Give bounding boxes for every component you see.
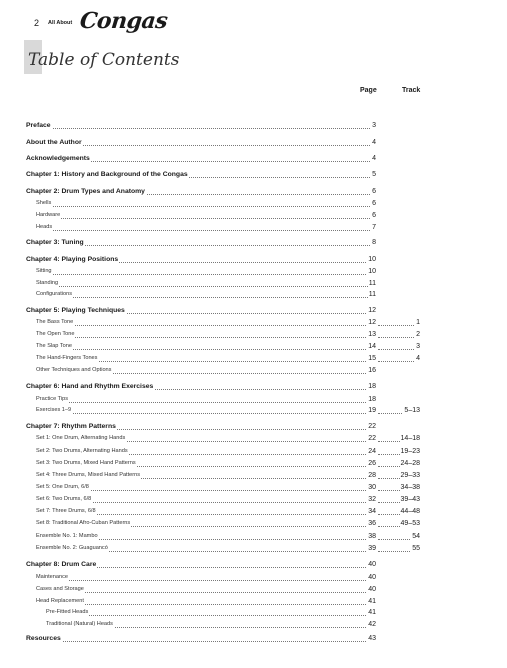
toc-entry-label: Set 3: Two Drums, Mixed Hand Patterns (36, 460, 136, 466)
toc-entry-page: 40 (368, 561, 376, 568)
toc-entry-label: Resources (26, 635, 61, 642)
toc-entry-label: Configurations (36, 291, 73, 297)
page-leader-area (0, 470, 376, 480)
page-leader-area (0, 596, 376, 606)
page-leader-area (0, 237, 376, 247)
toc-entry-label: Preface (26, 122, 51, 129)
toc-entry[interactable] (0, 266, 420, 276)
dot-leader (36, 604, 370, 605)
toc-entry-label: Chapter 1: History and Background of the Congas (26, 171, 188, 178)
dot-leader (36, 337, 370, 338)
toc-entry-page: 34 (368, 508, 376, 515)
page-leader-area (0, 353, 376, 363)
track-dot-leader (378, 349, 416, 350)
toc-entry[interactable] (0, 596, 420, 606)
page-leader-area (0, 278, 376, 288)
toc-entry-label: Set 4: Three Drums, Mixed Hand Patterns (36, 472, 141, 478)
toc-entry-label: Chapter 8: Drum Care (26, 561, 97, 568)
toc-entry[interactable] (0, 446, 420, 456)
dot-leader (36, 413, 370, 414)
toc-entry[interactable] (0, 433, 420, 443)
toc-entry-label: Standing (36, 280, 59, 286)
track-leader-area (376, 470, 420, 480)
dot-leader (46, 615, 370, 616)
toc-entry-label: Maintenance (36, 574, 69, 580)
toc-entry-page: 38 (368, 533, 376, 540)
toc-entry[interactable] (0, 137, 420, 147)
track-leader-area (376, 494, 420, 504)
toc-entry-page: 10 (368, 268, 376, 275)
track-leader-area (376, 433, 420, 443)
toc-entry-label: Set 2: Two Drums, Alternating Hands (36, 448, 128, 454)
track-leader-area (376, 405, 420, 415)
toc-entry[interactable] (0, 531, 420, 541)
track-leader-area (376, 506, 420, 516)
toc-entry-page: 16 (368, 367, 376, 374)
toc-entry-track: 55 (412, 545, 420, 552)
page-leader-area (0, 137, 376, 147)
toc-entry-track: 24–28 (400, 460, 420, 467)
page-leader-area (0, 572, 376, 582)
toc-entry-label: Traditional (Natural) Heads (46, 621, 113, 627)
page-leader-area (0, 222, 376, 232)
toc-entry-page: 28 (368, 472, 376, 479)
page-leader-area (0, 317, 376, 327)
toc-entry[interactable] (0, 584, 420, 594)
toc-entry-label: Set 7: Three Drums, 6/8 (36, 508, 96, 514)
dot-leader (36, 592, 370, 593)
dot-leader (36, 218, 370, 219)
toc-entry[interactable] (0, 394, 420, 404)
toc-entry[interactable] (0, 169, 420, 179)
dot-leader (36, 402, 370, 403)
toc-entry-label: Sitting (36, 268, 52, 274)
toc-entry[interactable] (0, 353, 420, 363)
toc-entry-label: Chapter 7: Rhythm Patterns (26, 423, 116, 430)
track-dot-leader (378, 361, 416, 362)
page-leader-area (0, 365, 376, 375)
toc-entry[interactable] (0, 237, 420, 247)
page-leader-area (0, 633, 376, 643)
toc-entry-label: Chapter 5: Playing Techniques (26, 307, 125, 314)
track-column-header: Track (402, 87, 421, 94)
track-leader-area (376, 518, 420, 528)
toc-entry-page: 43 (368, 635, 376, 642)
dot-leader (36, 297, 370, 298)
toc-entry-label: Acknowledgements (26, 155, 90, 162)
track-leader-area (376, 317, 420, 327)
dot-leader (36, 230, 370, 231)
toc-entry-label: Chapter 2: Drum Types and Anatomy (26, 188, 145, 195)
toc-entry-page: 18 (368, 396, 376, 403)
toc-entry[interactable] (0, 482, 420, 492)
toc-entry-page: 22 (368, 435, 376, 442)
toc-entry[interactable] (0, 421, 420, 431)
dot-leader (36, 349, 370, 350)
toc-entry[interactable] (0, 153, 420, 163)
page-leader-area (0, 341, 376, 351)
page-column-header: Page (360, 87, 377, 94)
page-leader-area (0, 482, 376, 492)
page-leader-area (0, 494, 376, 504)
toc-entry[interactable] (0, 120, 420, 130)
toc-entry[interactable] (0, 518, 420, 528)
toc-entry-page: 11 (368, 280, 376, 287)
page-leader-area (0, 506, 376, 516)
toc-entry[interactable] (0, 210, 420, 220)
toc-entry-label: Set 5: One Drum, 6/8 (36, 484, 89, 490)
toc-entry-label: Pre-Fitted Heads (46, 609, 89, 615)
toc-entry[interactable] (0, 405, 420, 415)
page-title: Table of Contents (28, 50, 180, 70)
toc-entry-label: Set 8: Traditional Afro-Cuban Patterns (36, 520, 131, 526)
toc-entry[interactable] (0, 365, 420, 375)
toc-entry[interactable] (0, 470, 420, 480)
page-leader-area (0, 405, 376, 415)
toc-entry-label: The Bass Tone (36, 319, 74, 325)
toc-entry[interactable] (0, 572, 420, 582)
page-leader-area (0, 619, 376, 629)
toc-entry-page: 4 (372, 139, 376, 146)
toc-entry-page: 6 (372, 212, 376, 219)
page-leader-area (0, 198, 376, 208)
toc-entry-page: 40 (368, 574, 376, 581)
toc-entry-label: Set 1: One Drum, Alternating Hands (36, 435, 126, 441)
page-leader-area (0, 531, 376, 541)
track-leader-area (376, 353, 420, 363)
toc-entry-page: 7 (372, 224, 376, 231)
toc-entry[interactable] (0, 458, 420, 468)
track-leader-area (376, 329, 420, 339)
toc-entry-page: 14 (368, 343, 376, 350)
toc-entry-label: Chapter 4: Playing Positions (26, 256, 119, 263)
page-leader-area (0, 254, 376, 264)
toc-entry-label: Head Replacement (36, 598, 84, 604)
page-leader-area (0, 446, 376, 456)
track-leader-area (376, 341, 420, 351)
toc-entry-page: 6 (372, 200, 376, 207)
toc-entry-page: 4 (372, 155, 376, 162)
toc-entry[interactable] (0, 633, 420, 643)
track-leader-area (376, 531, 420, 541)
page-leader-area (0, 543, 376, 553)
toc-entry[interactable] (0, 186, 420, 196)
page-leader-area (0, 458, 376, 468)
dot-leader (26, 641, 370, 642)
toc-entry[interactable] (0, 222, 420, 232)
track-dot-leader (378, 337, 416, 338)
page-leader-area (0, 584, 376, 594)
toc-entry-label: The Open Tone (36, 331, 75, 337)
toc-entry-track: 29–33 (400, 472, 420, 479)
toc-entry-track: 5–13 (404, 407, 420, 414)
toc-entry-label: Other Techniques and Options (36, 367, 112, 373)
toc-entry[interactable] (0, 289, 420, 299)
book-brand-title: Congas (78, 8, 169, 34)
toc-entry-label: Ensemble No. 1: Mambo (36, 533, 98, 539)
dot-leader (26, 128, 370, 129)
toc-entry[interactable] (0, 254, 420, 264)
toc-entry-track: 39–43 (400, 496, 420, 503)
toc-entry-track: 1 (416, 319, 420, 326)
toc-entry-page: 22 (368, 423, 376, 430)
toc-entry[interactable] (0, 278, 420, 288)
page-leader-area (0, 186, 376, 196)
page-leader-area (0, 153, 376, 163)
page-leader-area (0, 607, 376, 617)
page-leader-area (0, 169, 376, 179)
toc-entry-label: Chapter 6: Hand and Rhythm Exercises (26, 383, 154, 390)
toc-entry-page: 3 (372, 122, 376, 129)
track-leader-area (376, 543, 420, 553)
track-leader-area (376, 458, 420, 468)
toc-entry-label: Ensemble No. 2: Guaguancó (36, 545, 108, 551)
toc-entry-page: 26 (368, 460, 376, 467)
page-leader-area (0, 289, 376, 299)
toc-entry-track: 3 (416, 343, 420, 350)
toc-entry-label: Set 6: Two Drums, 6/8 (36, 496, 92, 502)
toc-entry-page: 40 (368, 586, 376, 593)
toc-entry[interactable] (0, 494, 420, 504)
toc-entry-page: 13 (368, 331, 376, 338)
dot-leader (36, 580, 370, 581)
page-leader-area (0, 266, 376, 276)
toc-entry-label: Cases and Storage (36, 586, 84, 592)
toc-entry-label: Heads (36, 224, 53, 230)
dot-leader (36, 274, 370, 275)
toc-entry-page: 41 (368, 598, 376, 605)
toc-entry-page: 32 (368, 496, 376, 503)
page-leader-area (0, 433, 376, 443)
toc-entry-page: 24 (368, 448, 376, 455)
toc-entry[interactable] (0, 619, 420, 629)
all-about-label: All About (48, 20, 73, 26)
page-leader-area (0, 329, 376, 339)
page-leader-area (0, 381, 376, 391)
toc-entry[interactable] (0, 317, 420, 327)
toc-entry-page: 19 (368, 407, 376, 414)
page-leader-area (0, 210, 376, 220)
page-leader-area (0, 518, 376, 528)
toc-entry-track: 14–18 (400, 435, 420, 442)
toc-entry-page: 42 (368, 621, 376, 628)
toc-entry-track: 19–23 (400, 448, 420, 455)
toc-entry-page: 5 (372, 171, 376, 178)
toc-entry[interactable] (0, 305, 420, 315)
toc-entry[interactable] (0, 341, 420, 351)
toc-entry[interactable] (0, 607, 420, 617)
toc-entry[interactable] (0, 329, 420, 339)
toc-entry[interactable] (0, 543, 420, 553)
toc-entry-page: 41 (368, 609, 376, 616)
dot-leader (36, 206, 370, 207)
track-leader-area (376, 446, 420, 456)
toc-entry-page: 30 (368, 484, 376, 491)
toc-entry-page: 12 (368, 307, 376, 314)
dot-leader (36, 286, 370, 287)
toc-entry-label: Shells (36, 200, 52, 206)
toc-entry-label: Exercises 1–9 (36, 407, 72, 413)
toc-entry-track: 2 (416, 331, 420, 338)
toc-entry-label: The Slap Tone (36, 343, 72, 349)
toc-entry-label: Hardware (36, 212, 61, 218)
page-number: 2 (34, 18, 40, 28)
toc-entry-label: About the Author (26, 139, 82, 146)
toc-entry-page: 18 (368, 383, 376, 390)
page-leader-area (0, 559, 376, 569)
toc-entry-label: Chapter 3: Tuning (26, 239, 84, 246)
toc-entry[interactable] (0, 506, 420, 516)
page-leader-area (0, 120, 376, 130)
toc-entry-track: 4 (416, 355, 420, 362)
toc-entry-track: 49–53 (400, 520, 420, 527)
toc-entry-page: 6 (372, 188, 376, 195)
toc-entry-track: 34–38 (400, 484, 420, 491)
toc-entry-page: 39 (368, 545, 376, 552)
toc-entry-label: Practice Tips (36, 396, 69, 402)
toc-entry-track: 54 (412, 533, 420, 540)
toc-entry-page: 10 (368, 256, 376, 263)
toc-entry-page: 8 (372, 239, 376, 246)
dot-leader (36, 325, 370, 326)
toc-entry-label: The Hand-Fingers Tones (36, 355, 98, 361)
toc-entry-track: 44–48 (400, 508, 420, 515)
page-leader-area (0, 305, 376, 315)
track-leader-area (376, 482, 420, 492)
toc-entry-page: 36 (368, 520, 376, 527)
track-dot-leader (378, 325, 416, 326)
page-leader-area (0, 421, 376, 431)
page-leader-area (0, 394, 376, 404)
toc-entry-page: 12 (368, 319, 376, 326)
toc-entry[interactable] (0, 198, 420, 208)
toc-entry[interactable] (0, 559, 420, 569)
toc-entry-page: 11 (368, 291, 376, 298)
toc-entry-page: 15 (368, 355, 376, 362)
toc-entry[interactable] (0, 381, 420, 391)
